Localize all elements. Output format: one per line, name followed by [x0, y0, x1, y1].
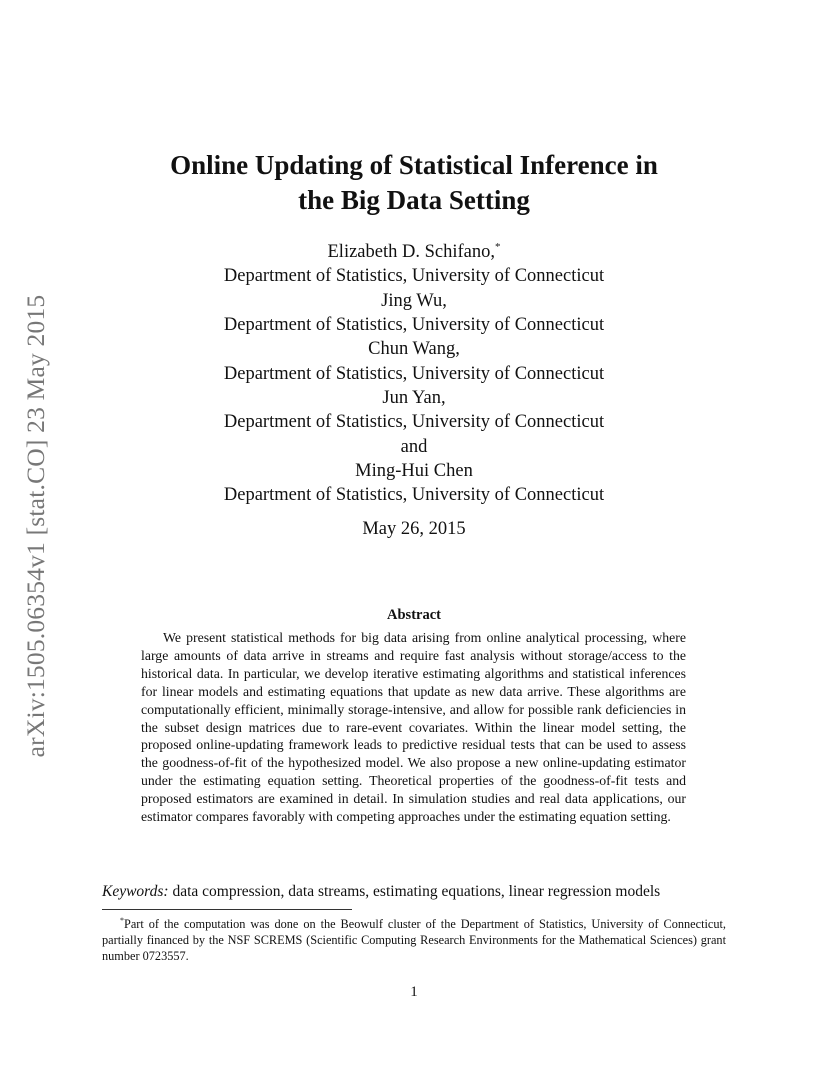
- abstract-text: We present statistical methods for big data arising from online analytical processing, where large amounts of data arrive in streams and require fast analysis without storage/access to the historical data. In particular, we develop iterative estimating algorithms and statistical inferences for linear models and estimating equations that update as new data arrive. These algorithms are computationally efficient, minimally storage-intensive, and allow for possible rank deficiencies in the subset design matrices due to rare-event covariates. Within the linear model setting, the proposed online-updating framework leads to predictive residual tests that can be used to assess the goodness-of-fit of the hypothesized model. We also propose a new online-updating estimator under the estimating equation setting. Theoretical properties of the goodness-of-fit tests and proposed estimators are examined in detail. In simulation studies and real data applications, our estimator compares favorably with competing approaches under the estimating equation setting.: [141, 630, 686, 825]
- author-affiliation: Department of Statistics, University of Connecticut: [223, 412, 605, 433]
- keywords-text: data compression, data streams, estimating equations, linear regression models: [172, 883, 661, 900]
- arxiv-stamp-text: arXiv:1505.06354v1 [stat.CO] 23 May 2015: [21, 294, 50, 758]
- author-name: Ming-Hui Chen: [355, 460, 473, 481]
- author-name-text: Elizabeth D. Schifano,: [327, 242, 495, 263]
- author-name: Jun Yan,: [382, 387, 446, 408]
- author-name: [100, 235, 728, 264]
- abstract-heading: Abstract: [387, 607, 441, 623]
- footnote-mark[interactable]: *: [494, 241, 501, 253]
- author-conjunction: and: [400, 436, 428, 457]
- footnote-text: Part of the computation was done on the Beowulf cluster of the Department of Statistics, University of Connecticut, partially financed by the NSF SCREMS (Scientific Computing Research Environments for the Mathematical Sciences) grant number 0723557.: [102, 917, 726, 964]
- page-number: 1: [410, 984, 418, 1000]
- author-affiliation: Department of Statistics, University of Connecticut: [223, 266, 605, 287]
- footnote-marker: *: [120, 916, 124, 925]
- author-block: [100, 235, 728, 507]
- paper-date: May 26, 2015: [362, 519, 466, 539]
- author-affiliation: Department of Statistics, University of Connecticut: [223, 363, 605, 384]
- footnote: [102, 913, 726, 964]
- author-affiliation: Department of Statistics, University of Connecticut: [223, 315, 605, 336]
- footnote-divider: [102, 909, 352, 910]
- paper-title: [100, 148, 728, 218]
- keywords-label: Keywords:: [102, 883, 169, 900]
- author-affiliation: Department of Statistics, University of Connecticut: [223, 485, 605, 506]
- author-name: Chun Wang,: [368, 339, 460, 360]
- title-line-1: Online Updating of Statistical Inference in: [170, 150, 658, 180]
- title-line-2: the Big Data Setting: [298, 185, 530, 215]
- keywords-line: [102, 883, 726, 901]
- author-name: Jing Wu,: [381, 290, 447, 311]
